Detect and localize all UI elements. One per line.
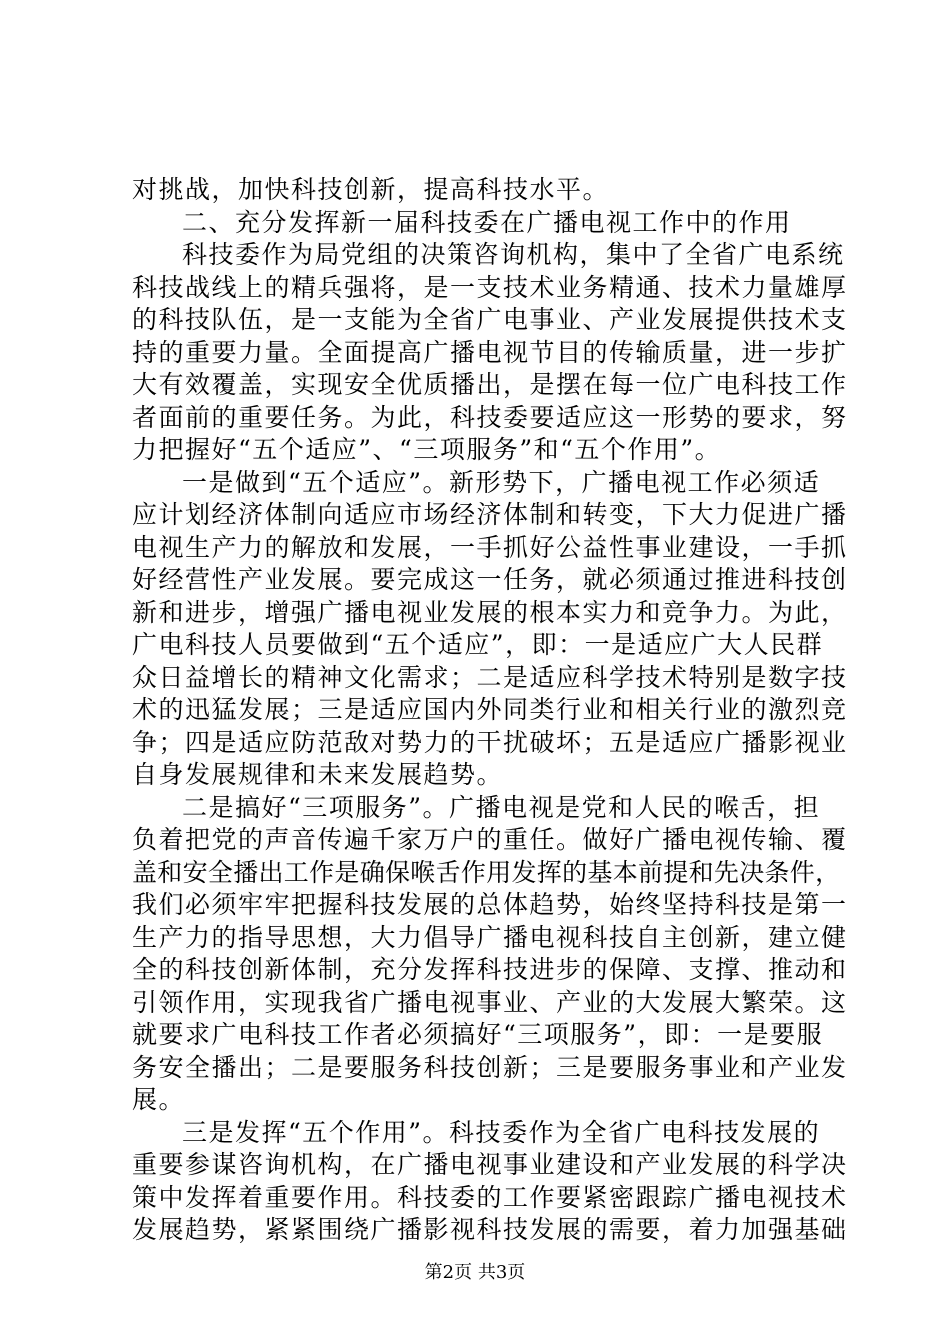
text-line: 务安全播出；二是要服务科技创新；三是要服务事业和产业发 (132, 1052, 848, 1082)
text-line: 术的迅猛发展；三是适应国内外同类行业和相关行业的激烈竞 (132, 695, 848, 724)
text-line: 持的重要力量。全面提高广播电视节目的传输质量，进一步扩 (132, 337, 848, 367)
text-line: 应计划经济体制向适应市场经济体制和转变，下大力促进广播 (132, 500, 848, 529)
text-line: 众日益增长的精神文化需求；二是适应科学技术特别是数字技 (132, 662, 848, 692)
text-line: 我们必须牢牢把握科技发展的总体趋势，始终坚持科技是第一 (132, 890, 848, 919)
text-line: 重要参谋咨询机构，在广播电视事业建设和产业发展的科学决 (132, 1150, 848, 1179)
text-line: 力把握好“五个适应”、“三项服务”和“五个作用”。 (132, 435, 722, 464)
text-line: 者面前的重要任务。为此，科技委要适应这一形势的要求，努 (132, 402, 848, 432)
text-line: 全的科技创新体制，充分发挥科技进步的保障、支撑、推动和 (132, 955, 848, 984)
text-line: 科技委作为局党组的决策咨询机构，集中了全省广电系统 (182, 240, 845, 269)
page-number-footer: 第2页 共3页 (424, 1262, 526, 1283)
text-line: 大有效覆盖，实现安全优质播出，是摆在每一位广电科技工作 (132, 370, 848, 399)
text-line: 策中发挥着重要作用。科技委的工作要紧密跟踪广播电视技术 (132, 1182, 848, 1212)
text-line: 新和进步，增强广播电视业发展的根本实力和竞争力。为此， (132, 597, 848, 627)
text-line: 负着把党的声音传遍千家万户的重任。做好广播电视传输、覆 (132, 825, 848, 854)
text-line: 的科技队伍，是一支能为全省广电事业、产业发展提供技术支 (132, 305, 848, 334)
text-line: 生产力的指导思想，大力倡导广播电视科技自主创新，建立健 (132, 922, 848, 952)
text-line: 广电科技人员要做到“五个适应”，即：一是适应广大人民群 (132, 630, 824, 659)
text-line: 对挑战，加快科技创新，提高科技水平。 (132, 175, 610, 204)
text-line: 发展趋势，紧紧围绕广播影视科技发展的需要，着力加强基础 (132, 1215, 848, 1244)
text-line: 自身发展规律和未来发展趋势。 (132, 760, 504, 789)
text-line: 引领作用，实现我省广播电视事业、产业的大发展大繁荣。这 (132, 987, 848, 1017)
text-line: 就要求广电科技工作者必须搞好“三项服务”，即：一是要服 (132, 1020, 824, 1049)
text-line: 电视生产力的解放和发展，一手抓好公益性事业建设，一手抓 (132, 532, 848, 562)
text-line: 三是发挥“五个作用”。科技委作为全省广电科技发展的 (182, 1117, 821, 1147)
text-line: 好经营性产业发展。要完成这一任务，就必须通过推进科技创 (132, 565, 848, 594)
text-line: 科技战线上的精兵强将，是一支技术业务精通、技术力量雄厚 (132, 272, 848, 302)
text-line: 二是搞好“三项服务”。广播电视是党和人民的喉舌，担 (182, 792, 821, 822)
text-line: 展。 (132, 1085, 186, 1114)
text-line: 争；四是适应防范敌对势力的干扰破坏；五是适应广播影视业 (132, 727, 848, 757)
text-line: 一是做到“五个适应”。新形势下，广播电视工作必须适 (182, 467, 821, 497)
text-line: 盖和安全播出工作是确保喉舌作用发挥的基本前提和先决条件， (132, 857, 841, 887)
section-heading: 二、充分发挥新一届科技委在广播电视工作中的作用 (182, 207, 792, 237)
